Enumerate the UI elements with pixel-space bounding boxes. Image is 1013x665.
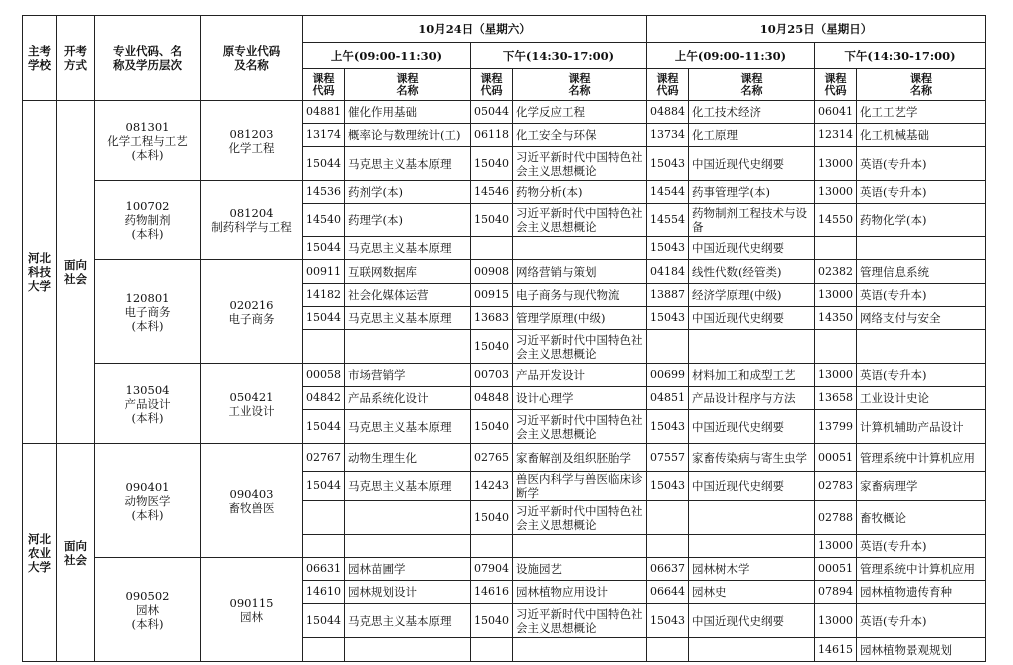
course-code: 04848 [471,387,513,410]
course-code: 13683 [471,307,513,330]
course-name [857,330,986,364]
course-name: 产品系统化设计 [345,387,471,410]
course-code: 06118 [471,124,513,147]
course-name: 英语(专升本) [857,364,986,387]
course-code: 00703 [471,364,513,387]
course-code: 07894 [815,581,857,604]
course-name: 园林植物景观规划 [857,638,986,662]
course-code: 13000 [815,181,857,204]
course-code: 02788 [815,501,857,535]
course-name [689,330,815,364]
course-code [303,330,345,364]
course-code: 13174 [303,124,345,147]
course-name: 药物制剂工程技术与设备 [689,204,815,237]
header-course-code: 课程 代码 [303,69,345,101]
course-name: 马克思主义基本原理 [345,147,471,181]
course-name: 英语(专升本) [857,181,986,204]
course-code: 15043 [647,237,689,260]
course-name: 兽医内科学与兽医临床诊断学 [513,472,647,501]
course-code: 15043 [647,604,689,638]
course-name [513,638,647,662]
table-row [23,558,986,581]
course-code: 13000 [815,364,857,387]
course-name [689,535,815,558]
course-code: 13000 [815,535,857,558]
course-name: 网络支付与安全 [857,307,986,330]
course-name: 动物生理生化 [345,444,471,472]
course-code: 00908 [471,260,513,284]
header-course-name: 课程 名称 [345,69,471,101]
course-name: 化学反应工程 [513,101,647,124]
original-major-cell: 081203 化学工程 [201,101,303,181]
course-code [471,535,513,558]
course-name: 园林苗圃学 [345,558,471,581]
course-name: 中国近现代史纲要 [689,147,815,181]
header-mode: 开考 方式 [57,16,95,101]
course-name: 英语(专升本) [857,535,986,558]
course-code [647,535,689,558]
course-code: 15040 [471,204,513,237]
course-code: 02382 [815,260,857,284]
table-row [23,444,986,472]
course-code: 04884 [647,101,689,124]
course-name: 化工技术经济 [689,101,815,124]
course-name: 互联网数据库 [345,260,471,284]
course-code: 00058 [303,364,345,387]
course-code [647,501,689,535]
course-code: 14554 [647,204,689,237]
course-name [345,638,471,662]
header-original-major: 原专业代码 及名称 [201,16,303,101]
course-name: 社会化媒体运营 [345,284,471,307]
course-code: 13734 [647,124,689,147]
course-name [857,237,986,260]
course-name: 管理系统中计算机应用 [857,444,986,472]
course-name: 线性代数(经管类) [689,260,815,284]
exam-mode: 面向 社会 [57,444,95,662]
course-name: 园林规划设计 [345,581,471,604]
course-code: 02783 [815,472,857,501]
course-name: 家畜传染病与寄生虫学 [689,444,815,472]
course-name: 中国近现代史纲要 [689,237,815,260]
course-code [815,330,857,364]
course-name: 管理系统中计算机应用 [857,558,986,581]
course-code: 06631 [303,558,345,581]
course-name: 畜牧概论 [857,501,986,535]
header-course-name: 课程 名称 [857,69,986,101]
course-code: 14550 [815,204,857,237]
course-code: 14544 [647,181,689,204]
major-cell: 090401 动物医学 (本科) [95,444,201,558]
course-code: 06644 [647,581,689,604]
course-code: 15040 [471,147,513,181]
original-major-cell: 050421 工业设计 [201,364,303,444]
course-name [345,501,471,535]
course-code: 06637 [647,558,689,581]
course-code: 15044 [303,472,345,501]
course-code: 13799 [815,410,857,444]
header-course-name: 课程 名称 [513,69,647,101]
course-name: 管理学原理(中级) [513,307,647,330]
course-name: 习近平新时代中国特色社会主义思想概论 [513,330,647,364]
course-name: 中国近现代史纲要 [689,307,815,330]
course-name: 药物分析(本) [513,181,647,204]
course-name: 产品开发设计 [513,364,647,387]
exam-schedule-table [22,15,986,662]
course-name: 催化作用基础 [345,101,471,124]
course-code: 00051 [815,558,857,581]
course-code: 02765 [471,444,513,472]
course-name: 园林树木学 [689,558,815,581]
course-name [689,501,815,535]
course-name: 市场营销学 [345,364,471,387]
header-course-code: 课程 代码 [471,69,513,101]
table-row [23,260,986,284]
course-name: 药物化学(本) [857,204,986,237]
course-code [471,638,513,662]
header-day-1: 10月24日（星期六） [303,16,647,43]
course-name: 中国近现代史纲要 [689,410,815,444]
course-code: 14546 [471,181,513,204]
course-code: 13887 [647,284,689,307]
course-code: 14243 [471,472,513,501]
course-code: 00051 [815,444,857,472]
course-code: 14615 [815,638,857,662]
course-code: 15043 [647,410,689,444]
course-name: 马克思主义基本原理 [345,604,471,638]
header-course-name: 课程 名称 [689,69,815,101]
course-code [647,638,689,662]
course-code: 15040 [471,604,513,638]
course-code: 15043 [647,307,689,330]
course-name: 园林史 [689,581,815,604]
header-major: 专业代码、名 称及学历层次 [95,16,201,101]
course-code [815,237,857,260]
course-name: 药剂学(本) [345,181,471,204]
course-code: 12314 [815,124,857,147]
course-code: 00911 [303,260,345,284]
course-code: 06041 [815,101,857,124]
course-code: 04851 [647,387,689,410]
course-name: 设施园艺 [513,558,647,581]
course-name: 计算机辅助产品设计 [857,410,986,444]
course-code: 15044 [303,237,345,260]
course-code: 14610 [303,581,345,604]
course-name: 家畜解剖及组织胚胎学 [513,444,647,472]
course-name: 英语(专升本) [857,284,986,307]
course-name: 习近平新时代中国特色社会主义思想概论 [513,147,647,181]
original-major-cell: 090403 畜牧兽医 [201,444,303,558]
course-name: 园林植物遗传育种 [857,581,986,604]
header-session-1: 上午(09:00-11:30) [303,43,471,69]
original-major-cell: 081204 制药科学与工程 [201,181,303,260]
course-name: 工业设计史论 [857,387,986,410]
course-code [303,638,345,662]
course-code: 13000 [815,147,857,181]
course-code: 04184 [647,260,689,284]
course-code: 13658 [815,387,857,410]
major-cell: 120801 电子商务 (本科) [95,260,201,364]
course-code: 14182 [303,284,345,307]
course-code: 14540 [303,204,345,237]
course-name: 马克思主义基本原理 [345,410,471,444]
course-code: 07904 [471,558,513,581]
course-name: 马克思主义基本原理 [345,307,471,330]
header-session-3: 上午(09:00-11:30) [647,43,815,69]
course-code: 07557 [647,444,689,472]
course-code: 05044 [471,101,513,124]
course-name: 中国近现代史纲要 [689,604,815,638]
table-row [23,181,986,204]
original-major-cell: 020216 电子商务 [201,260,303,364]
major-cell: 081301 化学工程与工艺 (本科) [95,101,201,181]
course-name: 产品设计程序与方法 [689,387,815,410]
course-name: 习近平新时代中国特色社会主义思想概论 [513,604,647,638]
header-session-2: 下午(14:30-17:00) [471,43,647,69]
exam-mode: 面向 社会 [57,101,95,444]
course-code: 14616 [471,581,513,604]
course-code: 13000 [815,604,857,638]
course-name: 习近平新时代中国特色社会主义思想概论 [513,204,647,237]
course-name: 家畜病理学 [857,472,986,501]
course-name: 化工机械基础 [857,124,986,147]
course-code: 15044 [303,604,345,638]
course-code: 04842 [303,387,345,410]
course-code: 04881 [303,101,345,124]
course-name: 化工工艺学 [857,101,986,124]
course-name: 习近平新时代中国特色社会主义思想概论 [513,501,647,535]
original-major-cell: 090115 园林 [201,558,303,662]
school-name: 河北 科技 大学 [23,101,57,444]
course-code: 13000 [815,284,857,307]
course-code: 02767 [303,444,345,472]
header-session-4: 下午(14:30-17:00) [815,43,986,69]
major-cell: 130504 产品设计 (本科) [95,364,201,444]
header-school: 主考 学校 [23,16,57,101]
course-name: 英语(专升本) [857,147,986,181]
course-code: 00915 [471,284,513,307]
course-name: 英语(专升本) [857,604,986,638]
course-code: 14350 [815,307,857,330]
course-name: 网络营销与策划 [513,260,647,284]
table-row [23,101,986,124]
course-name: 材料加工和成型工艺 [689,364,815,387]
course-code [303,535,345,558]
course-code: 15044 [303,307,345,330]
course-code [471,237,513,260]
course-code: 14536 [303,181,345,204]
course-name: 药理学(本) [345,204,471,237]
course-name [345,330,471,364]
course-name: 经济学原理(中级) [689,284,815,307]
course-code: 15040 [471,410,513,444]
course-code [303,501,345,535]
course-name: 马克思主义基本原理 [345,237,471,260]
course-code: 15044 [303,410,345,444]
course-code: 15043 [647,472,689,501]
course-name: 中国近现代史纲要 [689,472,815,501]
course-name: 设计心理学 [513,387,647,410]
course-code: 15040 [471,330,513,364]
course-name: 化工安全与环保 [513,124,647,147]
course-name [513,535,647,558]
course-code: 15043 [647,147,689,181]
course-name [689,638,815,662]
course-name: 马克思主义基本原理 [345,472,471,501]
course-code [647,330,689,364]
course-name: 管理信息系统 [857,260,986,284]
course-name: 园林植物应用设计 [513,581,647,604]
course-name: 概率论与数理统计(工) [345,124,471,147]
major-cell: 090502 园林 (本科) [95,558,201,662]
course-name: 习近平新时代中国特色社会主义思想概论 [513,410,647,444]
course-name: 药事管理学(本) [689,181,815,204]
course-name: 化工原理 [689,124,815,147]
major-cell: 100702 药物制剂 (本科) [95,181,201,260]
course-code: 00699 [647,364,689,387]
course-name [345,535,471,558]
header-course-code: 课程 代码 [815,69,857,101]
table-row [23,364,986,387]
course-code: 15044 [303,147,345,181]
school-name: 河北 农业 大学 [23,444,57,662]
course-name: 电子商务与现代物流 [513,284,647,307]
header-day-2: 10月25日（星期日） [647,16,986,43]
header-course-code: 课程 代码 [647,69,689,101]
course-name [513,237,647,260]
course-code: 15040 [471,501,513,535]
